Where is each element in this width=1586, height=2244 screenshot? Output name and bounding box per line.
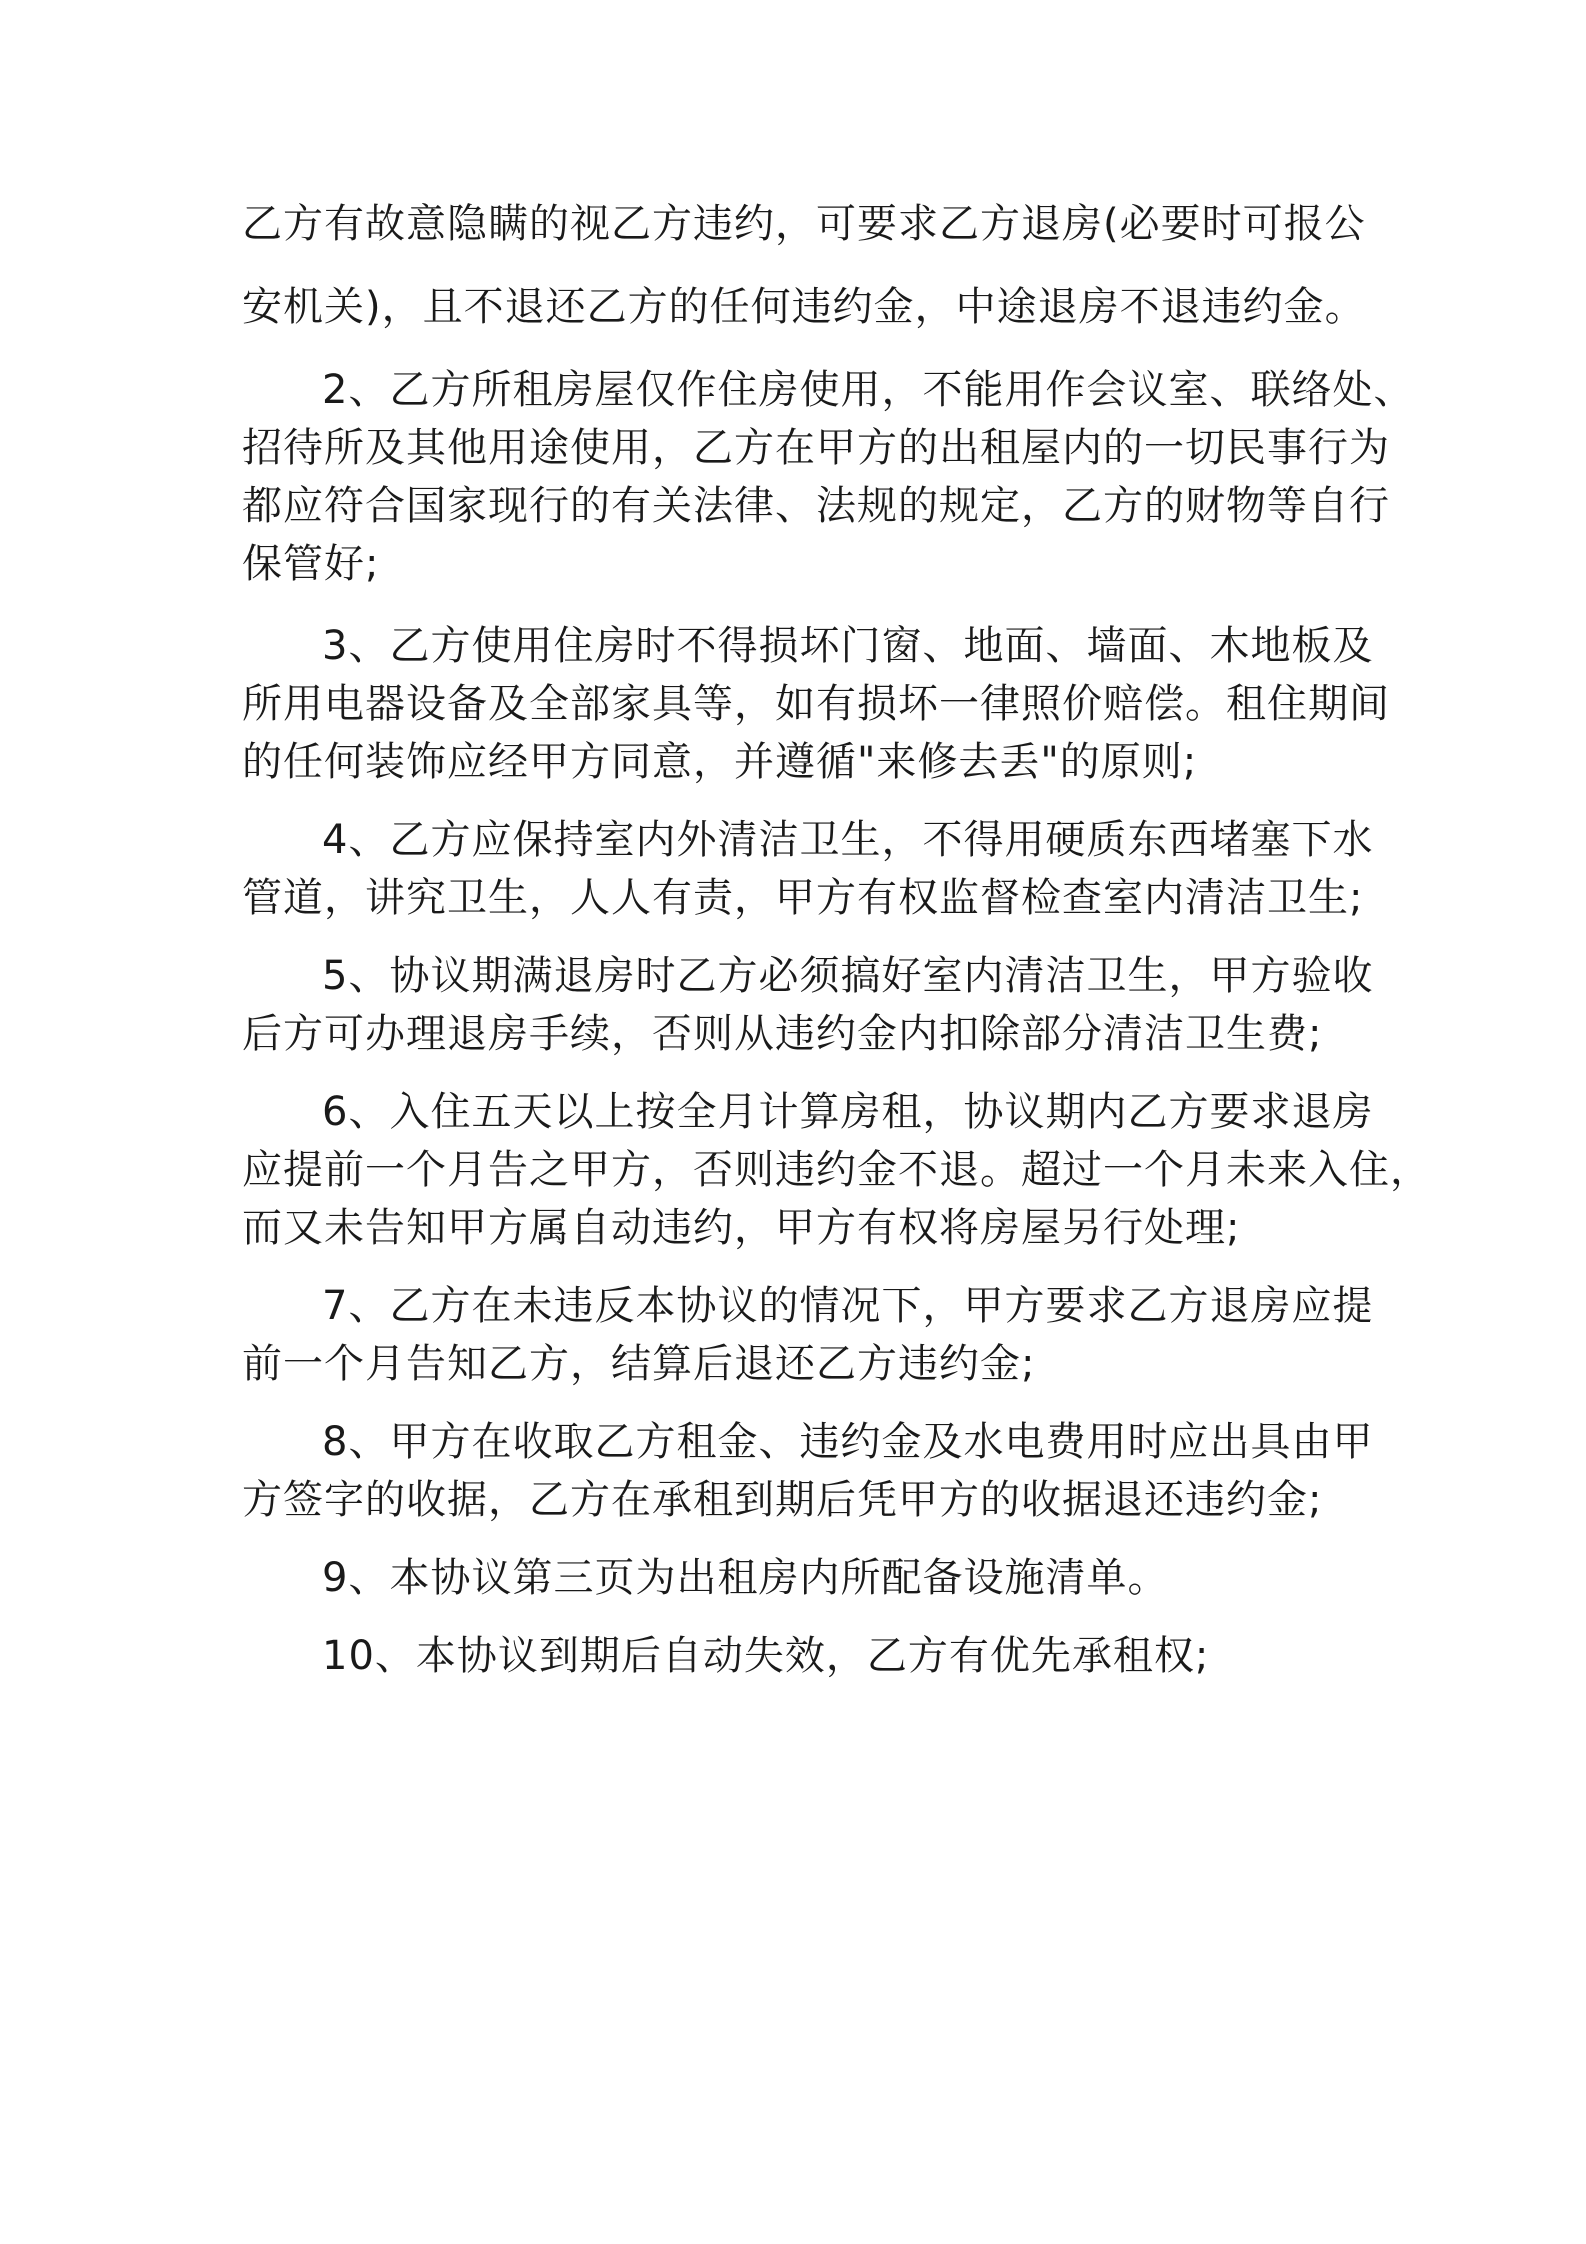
text-line: 安机关)，且不退还乙方的任何违约金，中途退房不退违约金。 bbox=[242, 284, 1366, 330]
text-line: 后方可办理退房手续，否则从违约金内扣除部分清洁卫生费; bbox=[242, 1011, 1323, 1057]
text-line: 保管好; bbox=[242, 541, 380, 587]
text-line: 8、甲方在收取乙方租金、违约金及水电费用时应出具由甲 bbox=[322, 1419, 1374, 1465]
text-line: 6、入住五天以上按全月计算房租，协议期内乙方要求退房 bbox=[322, 1089, 1374, 1135]
clause-6 bbox=[242, 1084, 1431, 1256]
text-line: 7、乙方在未违反本协议的情况下，甲方要求乙方退房应提 bbox=[322, 1283, 1374, 1329]
text-line: 应提前一个月告之甲方，否则违约金不退。超过一个月未来入住， bbox=[242, 1147, 1431, 1193]
clause-8 bbox=[242, 1414, 1374, 1528]
text-line: 的任何装饰应经甲方同意，并遵循"来修去丢"的原则; bbox=[242, 739, 1198, 785]
clause-4 bbox=[242, 812, 1374, 926]
text-line: 3、乙方使用住房时不得损坏门窗、地面、墙面、木地板及 bbox=[322, 623, 1374, 669]
text-line: 所用电器设备及全部家具等，如有损坏一律照价赔偿。租住期间 bbox=[242, 681, 1390, 727]
text-line: 5、协议期满退房时乙方必须搞好室内清洁卫生，甲方验收 bbox=[322, 953, 1374, 999]
clause-5 bbox=[242, 948, 1374, 1062]
text-line: 4、乙方应保持室内外清洁卫生，不得用硬质东西堵塞下水 bbox=[322, 817, 1374, 863]
document-body bbox=[242, 196, 1431, 1684]
text-line: 10、本协议到期后自动失效，乙方有优先承租权; bbox=[322, 1633, 1210, 1679]
clause-10 bbox=[242, 1628, 1354, 1684]
text-line: 前一个月告知乙方，结算后退还乙方违约金; bbox=[242, 1341, 1036, 1387]
text-line: 招待所及其他用途使用，乙方在甲方的出租屋内的一切民事行为 bbox=[242, 425, 1390, 471]
intro-paragraph bbox=[242, 196, 1366, 335]
clause-3 bbox=[242, 618, 1390, 790]
text-line: 方签字的收据，乙方在承租到期后凭甲方的收据退还违约金; bbox=[242, 1477, 1323, 1523]
clause-9 bbox=[242, 1550, 1354, 1606]
text-line: 管道，讲究卫生，人人有责，甲方有权监督检查室内清洁卫生; bbox=[242, 875, 1364, 921]
text-line: 而又未告知甲方属自动违约，甲方有权将房屋另行处理; bbox=[242, 1205, 1241, 1251]
text-line: 2、乙方所租房屋仅作住房使用，不能用作会议室、联络处、 bbox=[322, 367, 1415, 413]
clause-2 bbox=[242, 362, 1415, 592]
text-line: 都应符合国家现行的有关法律、法规的规定，乙方的财物等自行 bbox=[242, 483, 1390, 529]
clause-7 bbox=[242, 1278, 1374, 1392]
text-line: 9、本协议第三页为出租房内所配备设施清单。 bbox=[322, 1555, 1169, 1601]
text-line: 乙方有故意隐瞒的视乙方违约，可要求乙方退房(必要时可报公 bbox=[242, 201, 1366, 247]
